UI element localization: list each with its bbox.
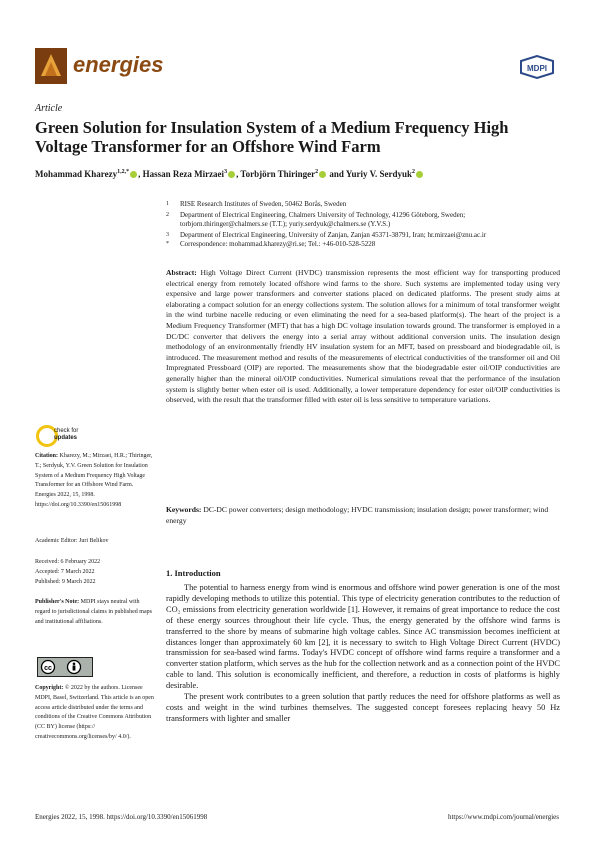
affiliation: * Correspondence: mohammad.kharezy@ri.se; Tel.: +46-010-528-5228 bbox=[166, 240, 376, 248]
author-name: Torbjörn Thiringer bbox=[240, 169, 316, 179]
mdpi-logo[interactable] bbox=[517, 55, 557, 79]
published-date: Published: 9 March 2022 bbox=[35, 579, 96, 585]
affiliation: 3 Department of Electrical Engineering, University of Zanjan, Zanjan 45371-38791, Iran; hr.mirzaei@znu.ac.ir bbox=[166, 230, 487, 239]
footer-citation[interactable]: Energies 2022, 15, 1998. https://doi.org/10.3390/en15061998 bbox=[35, 813, 208, 821]
introduction-body bbox=[166, 583, 560, 725]
author-name: Mohammad Kharezy bbox=[35, 169, 118, 179]
author-list: Mohammad Kharezy$^{1,2,*}$ , Hassan Reza Mirzaei$^3$ , Torbjörn Thiringer$^2$ and Yuriy V. Serdyuk$^2$ bbox=[35, 169, 575, 179]
article-title: Green Solution for Insulation System of a Medium Frequency High Voltage Transformer for an Offshore Wind Farm bbox=[35, 118, 509, 156]
author-name: Hassan Reza Mirzaei bbox=[142, 169, 225, 179]
affiliation: 1 RISE Research Institutes of Sweden, 50462 Borås, Sweden bbox=[166, 200, 347, 208]
orcid-icon[interactable] bbox=[416, 171, 423, 178]
abstract-text: High Voltage Direct Current (HVDC) transmission represents the most efficient way for transporting produced electrical energy from remotely located offshore wind farms to the shore. Such systems are implemented today using very expensive and large power transformers and converter stations placed on dedicated platforms. The present study aims at elaborating a compact solution for an energy collections system. The solution allows for a minimum of total transformer weight in the wind turbine nacelle reducing or even eliminating the need for a sea-based platform(s). The heart of the project is a Medium Frequency Transformer (MFT) that has a high DC voltage insulation towards ground. The transformer is employed in a DC/DC converter that delivers the energy into a serial array without additional conversion units. The insulation design methodology of an environmentally friendly HV insulation system for an MFT, based on pressboard and biodegradable oil, is introduced. The measurement method and results of the measurements of electrical conductivities of the transformer oil and Oil Impregnated Pressboard (OIP) are reported. The measurements show that the biodegradable ester oil/OIP conductivities are generally higher than the mineral oil/OIP conductivities. Numerical simulations reveal that the performance of the insulation system is slightly better when ester oil is used. Additionally, a lower temperature dependency for ester oil/OIP conductivities is observed, with the result that the transformer filled with ester oil is less sensitive to temperature variations. bbox=[166, 268, 560, 405]
check-updates-label[interactable]: check for updates bbox=[54, 428, 79, 441]
academic-editor: Academic Editor: Juri Belikov bbox=[35, 538, 109, 544]
journal-name[interactable]: energies bbox=[73, 52, 164, 77]
abstract bbox=[166, 268, 560, 406]
publisher-label: MDPI bbox=[527, 64, 547, 73]
abstract-label: Abstract: bbox=[166, 268, 197, 277]
author-name: Yuriy V. Serdyuk bbox=[345, 169, 412, 179]
footer-journal-url[interactable]: https://www.mdpi.com/journal/energies bbox=[447, 813, 559, 821]
accepted-date: Accepted: 7 March 2022 bbox=[35, 569, 95, 575]
journal-logo bbox=[35, 48, 67, 84]
svg-text:cc: cc bbox=[44, 665, 52, 672]
orcid-icon[interactable] bbox=[319, 171, 326, 178]
section-heading: 1. Introduction bbox=[166, 568, 221, 578]
article-type: Article bbox=[35, 103, 63, 114]
copyright-block: Copyright: © 2022 by the authors. Licensee MDPI, Basel, Switzerland. This article is an open access article distributed under the terms and conditions of the Creative Commons Attribution (CC BY) license (https:// creativecommons.org/licenses/by/ 4.0/). bbox=[35, 685, 154, 740]
paragraph: The potential to harness energy from wind is enormous and offshore wind power generation is one of the most rapidly developing methods to utilize this potential. This type of electricity generation contributes to the reduction of CO₂ emissions from electricity generation worldwide [1]. However, it remains of great importance to reduce the cost of these energy sources throughout their life cycle. Thus, the energy generated by the offshore wind farms is transferred to the shore by means of submarine high voltage cables. Since AC transmission becomes inefficient at distances longer than approximately 60 km [2], it is necessary to switch to High Voltage Direct Current (HVDC) transmission for sea-based wind farms. Today's HVDC concept of offshore wind farms require a transformer and a converter station platform, which serves as the hub for the collection network and as a connection point of the HVDC cable to land. This solution is economically inefficient, and therefore, a reduction in costs of platforms is highly desirable. bbox=[166, 583, 560, 691]
keywords-text: DC-DC power converters; design methodology; HVDC transmission; insulation design; power transformer; wind energy bbox=[166, 505, 549, 525]
citation-block: Citation: Kharezy, M.; Mirzaei, H.R.; Thiringer, T.; Serdyuk, Y.V. Green Solution for Insulation System of a Medium Frequency High Voltage Transformer for an Offshore Wind Farm. Energies 2022, 15, 1998. https://doi.org/10.3390/en15061998 bbox=[35, 453, 153, 508]
orcid-icon[interactable] bbox=[228, 171, 235, 178]
cc-by-license-icon[interactable] bbox=[37, 657, 93, 677]
received-date: Received: 6 February 2022 bbox=[35, 559, 101, 565]
orcid-icon[interactable] bbox=[130, 171, 137, 178]
affiliations bbox=[166, 200, 566, 250]
paragraph: The present work contributes to a green solution that partly reduces the need for offshore platforms as well as costs and weight in the wind turbines themselves. The suggested concept foresees replacing heavy 50 Hz transformers with lighter and smaller bbox=[166, 692, 560, 723]
affiliation: torbjorn.thiringer@chalmers.se (T.T.); yuriy.serdyuk@chalmers.se (Y.V.S.) bbox=[180, 220, 391, 228]
keywords bbox=[166, 504, 560, 526]
publisher-note: Publisher's Note: MDPI stays neutral with regard to jurisdictional claims in published maps and institutional affiliations. bbox=[35, 599, 152, 625]
keywords-label: Keywords: bbox=[166, 505, 202, 514]
affiliation: 2 Department of Electrical Engineering, Chalmers University of Technology, 41296 Göteborg, Sweden; bbox=[166, 210, 466, 219]
